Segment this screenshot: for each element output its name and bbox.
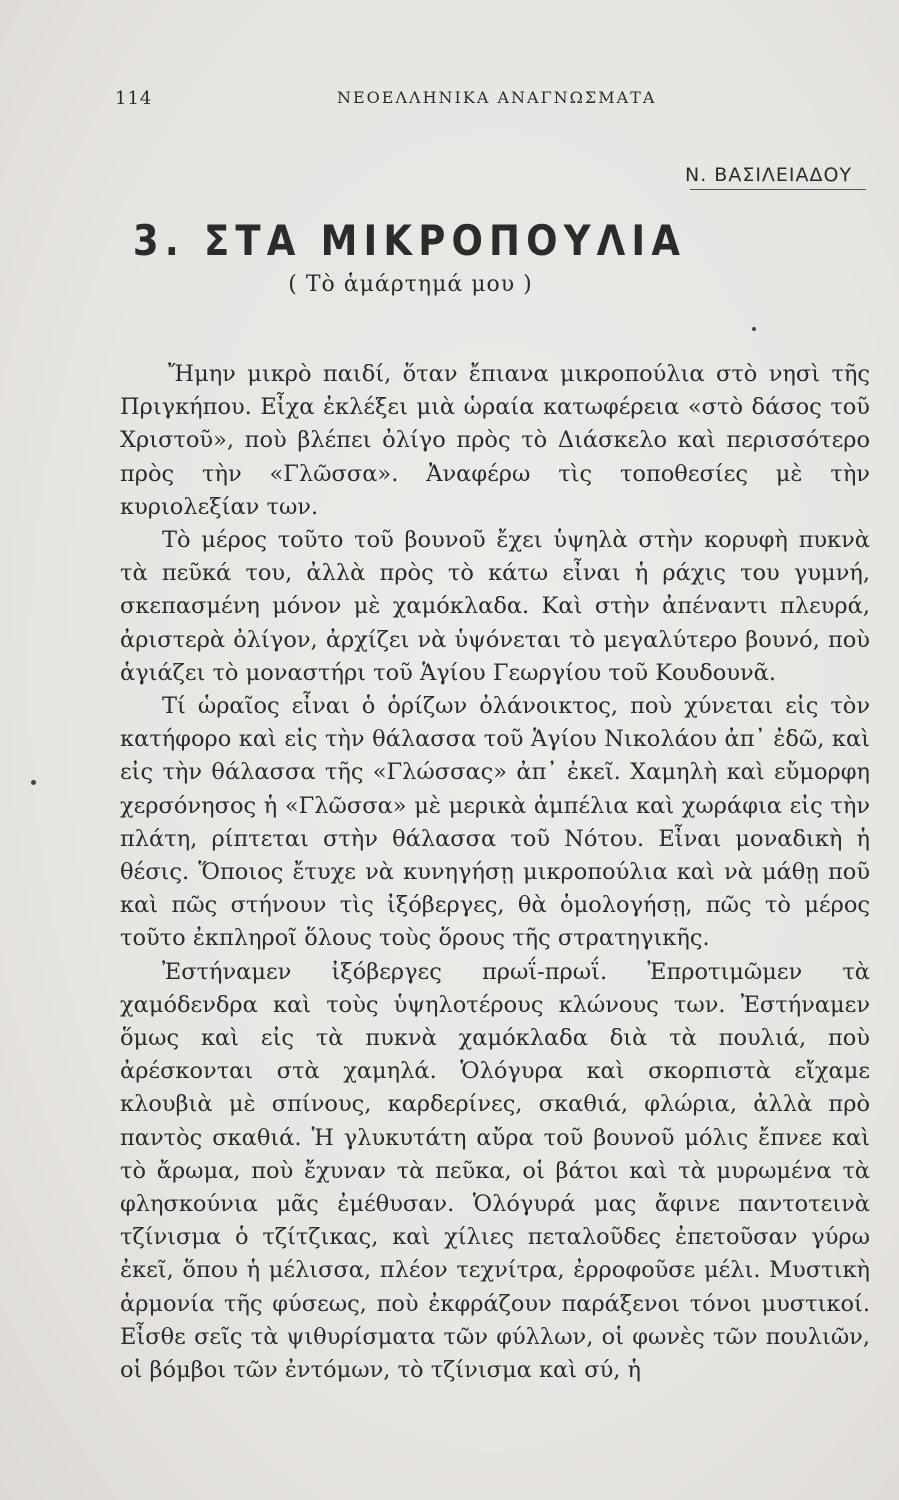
- running-title: ΝΕΟΕΛΛΗΝΙΚΑ ΑΝΑΓΝΩΣΜΑΤΑ: [337, 88, 657, 107]
- chapter-subtitle: ( Τὸ ἁμάρτημά μου ): [288, 272, 533, 297]
- chapter-title: 3. ΣΤΑ ΜΙΚΡΟΠΟΥΛΙΑ: [132, 216, 687, 265]
- paragraph: Τί ὡραῖος εἶναι ὁ ὁρίζων ὀλάνοικτος, ποὺ χύνεται εἰς τὸν κατήφορο καὶ εἰς τὴν θάλασσα τοῦ Ἁγίου Νικολάου ἀπ᾽ ἐδῶ, καὶ εἰς τὴν θάλασσα τῆς «Γλώσσας» ἀπ᾽ ἐκεῖ. Χαμηλὴ καὶ εὔμορφη χερσόνησος ἡ «Γλῶσσα» μὲ μερικὰ ἀμπέλια καὶ χωράφια εἰς τὴν πλάτη, ρίπτεται στὴν θάλασσα τοῦ Νότου. Εἶναι μοναδικὴ ἡ θέσις. Ὅποιος ἔτυχε νὰ κυνηγήσῃ μικροπούλια καὶ νὰ μάθῃ ποῦ καὶ πῶς στήνουν τὶς ἰξόβεργες, θὰ ὁμολογήσῃ, πῶς τὸ μέρος τοῦτο ἐκπληροῖ ὅλους τοὺς ὅρους τῆς στρατηγικῆς.: [120, 693, 870, 952]
- page-header: [115, 88, 775, 118]
- page-number: 114: [115, 88, 153, 109]
- ink-speck: [31, 780, 36, 785]
- body-text: [120, 358, 870, 1387]
- paragraph: Ἐστήναμεν ἰξόβεργες πρωΐ-πρωΐ. Ἐπροτιμῶμεν τὰ χαμόδενδρα καὶ τοὺς ὑψηλοτέρους κλώνους των. Ἐστήναμεν ὅμως καὶ εἰς τὰ πυκνὰ χαμόκλαδα διὰ τὰ πουλιά, ποὺ ἀρέσκονται στὰ χαμηλά. Ὁλόγυρα καὶ σκορπιστὰ εἴχαμε κλουβιὰ μὲ σπίνους, καρδερίνες, σκαθιά, φλώρια, ἀλλὰ πρὸ παντὸς σκαθιά. Ἡ γλυκυτάτη αὔρα τοῦ βουνοῦ μόλις ἔπνεε καὶ τὸ ἄρωμα, ποὺ ἔχυναν τὰ πεῦκα, οἱ βάτοι καὶ τὰ μυρωμένα τὰ φλησκούνια μᾶς ἐμέθυσαν. Ὁλόγυρά μας ἄφινε παντοτεινὰ τζίνισμα ὁ τζίτζικας, καὶ χίλιες πεταλοῦδες ἐπετοῦσαν γύρω ἐκεῖ, ὅπου ἡ μέλισσα, πλέον τεχνίτρα, ἐρροφοῦσε μέλι. Μυστικὴ ἁρμονία τῆς φύσεως, ποὺ ἐκφράζουν παράξενοι τόνοι μυστικοί. Εἶσθε σεῖς τὰ ψιθυρίσματα τῶν φύλλων, οἱ φωνὲς τῶν πουλιῶν, οἱ βόμβοι τῶν ἐντόμων, τὸ τζίνισμα καὶ σύ, ἡ: [120, 958, 870, 1384]
- author-name: Ν. ΒΑΣΙΛΕΙΑΔΟΥ: [685, 164, 853, 186]
- paragraph: Τὸ μέρος τοῦτο τοῦ βουνοῦ ἔχει ὑψηλὰ στὴν κορυφὴ πυκνὰ τὰ πεῦκά του, ἀλλὰ πρὸς τὸ κάτω εἶναι ἡ ράχις του γυμνή, σκεπασμένη μόνον μὲ χαμόκλαδα. Καὶ στὴν ἀπέναντι πλευρά, ἀριστερὰ ὀλίγον, ἀρχίζει νὰ ὑψόνεται τὸ μεγαλύτερο βουνό, ποὺ ἁγιάζει τὸ μοναστήρι τοῦ Ἁγίου Γεωργίου τοῦ Κουδουνᾶ.: [120, 527, 870, 686]
- author-underline: [690, 189, 866, 190]
- ink-speck: [752, 327, 756, 331]
- paragraph: Ἤμην μικρὸ παιδί, ὅταν ἔπιανα μικροπούλια στὸ νησὶ τῆς Πριγκήπου. Εἶχα ἐκλέξει μιὰ ὡραία κατωφέρεια «στὸ δάσος τοῦ Χριστοῦ», ποὺ βλέπει ὀλίγο πρὸς τὸ Διάσκελο καὶ περισσότερο πρὸς τὴν «Γλῶσσα». Ἀναφέρω τὶς τοποθεσίες μὲ τὴν κυριολεξίαν των.: [120, 361, 870, 520]
